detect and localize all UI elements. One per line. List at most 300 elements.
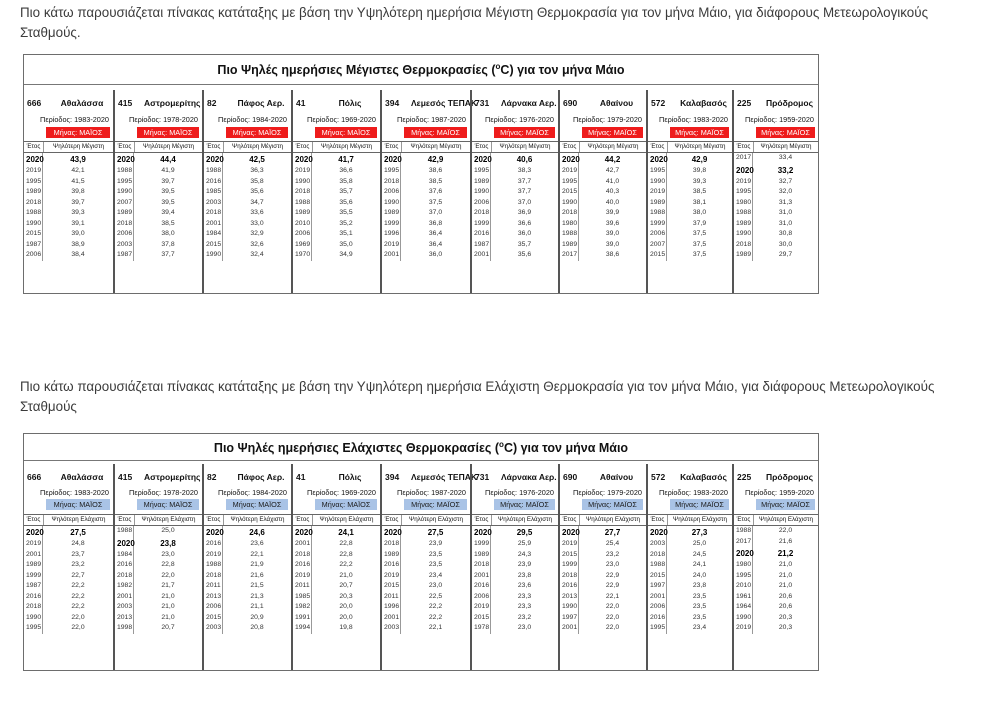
table-row bbox=[204, 177, 291, 188]
row-year: 2003 bbox=[115, 602, 134, 613]
row-temperature: 39,0 bbox=[605, 240, 620, 248]
station-period: Περίοδος: 1983-2020 bbox=[40, 115, 109, 124]
station-header bbox=[475, 472, 556, 482]
station-month: Μήνας: ΜΑΪΟΣ bbox=[46, 127, 110, 138]
table-row bbox=[560, 240, 646, 251]
table-row bbox=[382, 539, 470, 550]
row-year: 1990 bbox=[24, 219, 43, 230]
table-row bbox=[648, 177, 732, 188]
row-year: 1989 bbox=[648, 198, 667, 209]
row-temperature: 36,6 bbox=[517, 219, 532, 227]
row-temperature: 25,4 bbox=[605, 540, 620, 547]
column-header-year: Έτος bbox=[115, 142, 135, 152]
row-year: 1990 bbox=[472, 187, 491, 198]
station-block bbox=[24, 90, 113, 293]
row-temperature: 23,0 bbox=[428, 582, 443, 589]
row-year: 1995 bbox=[734, 571, 753, 582]
station-header bbox=[563, 98, 644, 108]
row-year: 2006 bbox=[24, 250, 43, 261]
station-period: Περίοδος: 1978-2020 bbox=[129, 488, 198, 497]
table-row bbox=[382, 250, 470, 261]
degree-symbol: o bbox=[495, 62, 501, 71]
row-year: 1997 bbox=[648, 581, 667, 592]
station-header bbox=[651, 472, 730, 482]
row-year: 2018 bbox=[24, 602, 43, 613]
station-header bbox=[296, 472, 378, 482]
row-temperature: 38,1 bbox=[692, 198, 707, 206]
station-block bbox=[24, 464, 113, 670]
table-row bbox=[293, 550, 380, 561]
station-ranking-grid bbox=[648, 514, 732, 634]
row-year: 2020 bbox=[206, 528, 224, 537]
table-row bbox=[648, 198, 732, 209]
station-ranking-grid bbox=[734, 141, 818, 261]
row-year: 2019 bbox=[734, 177, 753, 188]
row-temperature: 41,5 bbox=[71, 177, 85, 185]
table-row bbox=[24, 229, 113, 240]
table-row bbox=[24, 550, 113, 561]
row-year: 2007 bbox=[648, 240, 667, 251]
row-temperature: 21,9 bbox=[250, 561, 264, 568]
station-name: Αθαλάσσα bbox=[60, 472, 104, 482]
row-temperature: 39,8 bbox=[71, 188, 85, 195]
station-name: Λεμεσός ΤΕΠΑΚ bbox=[411, 472, 478, 482]
row-temperature: 44,2 bbox=[604, 155, 621, 164]
station-month: Μήνας: ΜΑΪΟΣ bbox=[404, 127, 467, 138]
row-year: 2001 bbox=[472, 571, 491, 582]
row-year: 1989 bbox=[24, 187, 43, 198]
table-row bbox=[115, 550, 202, 561]
row-temperature: 21,0 bbox=[161, 613, 175, 621]
table-row bbox=[560, 250, 646, 261]
row-temperature: 25,0 bbox=[161, 527, 175, 534]
row-year: 2007 bbox=[115, 198, 134, 209]
row-temperature: 21,0 bbox=[778, 561, 793, 568]
station-ranking-grid bbox=[382, 141, 470, 261]
table-row bbox=[293, 623, 380, 634]
row-temperature: 37,7 bbox=[517, 188, 532, 195]
station-block bbox=[113, 464, 202, 670]
row-temperature: 22,0 bbox=[71, 613, 85, 621]
row-year: 2016 bbox=[382, 560, 401, 571]
table-row bbox=[648, 623, 732, 634]
row-temperature: 25,0 bbox=[692, 540, 707, 547]
row-year: 2020 bbox=[562, 155, 580, 164]
column-header-value: Ψηλότερη Ελάχιστη bbox=[319, 516, 374, 523]
row-temperature: 22,2 bbox=[71, 603, 85, 610]
row-temperature: 33,6 bbox=[250, 209, 264, 216]
intro-min-paragraph: Πιο κάτω παρουσιάζεται πίνακας κατάταξης με βάση την Υψηλότερη ημερήσια Ελάχιστη Θερμοκρασία για τον μήνα Μάιο, για διάφορους Μετεωρολογικούς Σταθμούς bbox=[20, 379, 935, 414]
table-row bbox=[382, 187, 470, 198]
row-year: 1988 bbox=[115, 526, 134, 537]
table-row bbox=[293, 613, 380, 624]
table-row bbox=[648, 250, 732, 261]
table-row bbox=[734, 250, 818, 261]
row-temperature: 22,8 bbox=[339, 540, 353, 547]
table-row bbox=[734, 177, 818, 188]
grid-header bbox=[204, 141, 291, 153]
table-row bbox=[560, 177, 646, 188]
row-temperature: 23,0 bbox=[161, 550, 175, 558]
row-year: 1961 bbox=[734, 592, 753, 603]
row-year: 1995 bbox=[734, 187, 753, 198]
row-year: 2017 bbox=[560, 250, 579, 261]
row-temperature: 23,0 bbox=[517, 624, 532, 631]
column-header-value: Ψηλότερη Μέγιστη bbox=[499, 143, 551, 150]
row-year: 1989 bbox=[382, 550, 401, 561]
row-temperature: 36,3 bbox=[250, 167, 264, 174]
row-year: 2020 bbox=[736, 549, 754, 558]
table-row bbox=[472, 539, 558, 550]
table-row bbox=[382, 208, 470, 219]
table-row bbox=[560, 229, 646, 240]
table-row bbox=[734, 208, 818, 219]
row-year: 1988 bbox=[560, 229, 579, 240]
table-row bbox=[382, 613, 470, 624]
table-row bbox=[293, 602, 380, 613]
table-row bbox=[472, 250, 558, 261]
row-temperature: 40,3 bbox=[605, 188, 620, 195]
column-header-year: Έτος bbox=[204, 142, 224, 152]
row-temperature: 27,3 bbox=[691, 528, 708, 537]
row-temperature: 23,8 bbox=[517, 571, 532, 579]
table-row bbox=[24, 571, 113, 582]
row-year: 1989 bbox=[734, 250, 753, 261]
column-header-year: Έτος bbox=[293, 515, 313, 525]
station-month: Μήνας: ΜΑΪΟΣ bbox=[494, 499, 555, 510]
station-block bbox=[646, 464, 732, 670]
table-row bbox=[560, 623, 646, 634]
table-row bbox=[293, 219, 380, 230]
row-year: 2020 bbox=[650, 528, 668, 537]
table-row bbox=[24, 177, 113, 188]
row-temperature: 39,6 bbox=[605, 219, 620, 227]
row-year: 2011 bbox=[293, 581, 312, 592]
row-year: 2020 bbox=[26, 155, 44, 164]
column-header-value: Ψηλότερη Μέγιστη bbox=[410, 143, 462, 150]
row-temperature: 22,1 bbox=[250, 550, 264, 558]
row-temperature: 20,8 bbox=[250, 624, 264, 631]
grid-rows bbox=[115, 153, 202, 261]
row-temperature: 37,0 bbox=[517, 198, 532, 206]
table-row bbox=[293, 250, 380, 261]
row-year: 2020 bbox=[26, 528, 44, 537]
row-year: 1996 bbox=[382, 229, 401, 240]
station-period: Περίοδος: 1959-2020 bbox=[745, 488, 814, 497]
table-row bbox=[734, 623, 818, 634]
row-temperature: 30,8 bbox=[778, 230, 793, 237]
row-year: 1987 bbox=[115, 250, 134, 261]
table-row bbox=[648, 187, 732, 198]
row-year: 2006 bbox=[293, 229, 312, 240]
row-temperature: 37,8 bbox=[161, 240, 175, 248]
row-year: 1970 bbox=[293, 250, 312, 261]
station-id: 225 bbox=[737, 472, 752, 482]
table-row bbox=[24, 581, 113, 592]
row-year: 2020 bbox=[206, 155, 224, 164]
row-year: 2020 bbox=[650, 155, 668, 164]
row-temperature: 20,6 bbox=[778, 592, 793, 600]
table-row bbox=[204, 623, 291, 634]
table-row bbox=[204, 187, 291, 198]
table-row bbox=[734, 164, 818, 177]
row-temperature: 32,4 bbox=[250, 251, 264, 258]
column-header-year: Έτος bbox=[382, 142, 402, 152]
row-temperature: 23,3 bbox=[517, 592, 532, 600]
row-temperature: 23,9 bbox=[428, 540, 443, 547]
row-temperature: 21,1 bbox=[250, 603, 264, 610]
table-row bbox=[115, 623, 202, 634]
row-year: 2019 bbox=[648, 187, 667, 198]
station-header bbox=[27, 472, 111, 482]
row-temperature: 39,9 bbox=[605, 209, 620, 216]
row-year: 1990 bbox=[382, 198, 401, 209]
row-year: 2018 bbox=[115, 571, 134, 582]
station-block bbox=[380, 90, 478, 293]
grid-header bbox=[734, 141, 818, 153]
table-row bbox=[472, 613, 558, 624]
table-row bbox=[734, 526, 818, 537]
table-row bbox=[293, 240, 380, 251]
row-temperature: 37,5 bbox=[692, 230, 707, 237]
table-row bbox=[472, 623, 558, 634]
row-temperature: 36,6 bbox=[339, 167, 353, 174]
table-row bbox=[293, 208, 380, 219]
min-temperature-table bbox=[23, 433, 819, 671]
station-period: Περίοδος: 1984-2020 bbox=[218, 488, 287, 497]
max-temperature-table bbox=[23, 54, 819, 294]
column-header-year: Έτος bbox=[648, 142, 668, 152]
station-ranking-grid bbox=[204, 514, 291, 634]
row-year: 1987 bbox=[472, 240, 491, 251]
row-temperature: 32,9 bbox=[250, 230, 264, 237]
station-header bbox=[296, 98, 378, 108]
row-temperature: 20,7 bbox=[161, 624, 175, 631]
station-period: Περίοδος: 1959-2020 bbox=[745, 115, 814, 124]
station-id: 731 bbox=[475, 98, 490, 108]
row-year: 1987 bbox=[24, 240, 43, 251]
row-year: 1980 bbox=[560, 219, 579, 230]
row-temperature: 23,2 bbox=[605, 550, 620, 558]
row-year: 1990 bbox=[734, 613, 753, 624]
row-year: 1995 bbox=[115, 177, 134, 188]
table-row bbox=[560, 560, 646, 571]
station-header bbox=[737, 472, 816, 482]
table-row bbox=[24, 613, 113, 624]
station-block bbox=[646, 90, 732, 293]
station-name: Αστρομερίτης bbox=[144, 98, 201, 108]
grid-header bbox=[648, 141, 732, 153]
station-ranking-grid bbox=[115, 141, 202, 261]
row-year: 1990 bbox=[115, 187, 134, 198]
row-year: 1989 bbox=[115, 208, 134, 219]
row-year: 2001 bbox=[382, 250, 401, 261]
station-period: Περίοδος: 1984-2020 bbox=[218, 115, 287, 124]
table-row bbox=[734, 240, 818, 251]
row-temperature: 22,1 bbox=[428, 624, 443, 631]
table-row bbox=[472, 198, 558, 209]
row-year: 1997 bbox=[560, 613, 579, 624]
station-id: 82 bbox=[207, 98, 217, 108]
table-row bbox=[24, 560, 113, 571]
row-year: 2015 bbox=[560, 550, 579, 561]
station-period: Περίοδος: 1978-2020 bbox=[129, 115, 198, 124]
station-header bbox=[385, 98, 478, 108]
grid-header bbox=[560, 514, 646, 526]
station-block bbox=[558, 90, 646, 293]
row-year: 2015 bbox=[472, 613, 491, 624]
row-temperature: 23,2 bbox=[71, 561, 85, 568]
row-temperature: 25,9 bbox=[517, 540, 532, 547]
table-row bbox=[382, 229, 470, 240]
row-temperature: 37,7 bbox=[517, 177, 532, 185]
row-temperature: 37,0 bbox=[428, 209, 443, 216]
station-header bbox=[651, 98, 730, 108]
column-header-value: Ψηλότερη Μέγιστη bbox=[674, 143, 726, 150]
station-columns bbox=[24, 464, 818, 670]
table-row bbox=[24, 623, 113, 634]
row-temperature: 42,7 bbox=[605, 167, 620, 174]
table-row bbox=[115, 166, 202, 177]
table-row bbox=[293, 571, 380, 582]
row-year: 2020 bbox=[117, 538, 135, 548]
row-temperature: 35,2 bbox=[339, 219, 353, 227]
grid-rows bbox=[204, 526, 291, 634]
row-temperature: 22,7 bbox=[71, 571, 85, 579]
table-row bbox=[382, 219, 470, 230]
row-temperature: 24,5 bbox=[692, 550, 707, 558]
row-temperature: 22,2 bbox=[428, 603, 443, 610]
row-year: 1995 bbox=[648, 623, 667, 634]
row-temperature: 38,4 bbox=[71, 251, 85, 258]
row-year: 1988 bbox=[648, 560, 667, 571]
row-year: 2003 bbox=[648, 539, 667, 550]
row-year: 2015 bbox=[648, 571, 667, 582]
table-row bbox=[648, 526, 732, 539]
row-year: 2015 bbox=[204, 240, 223, 251]
row-year: 2015 bbox=[382, 581, 401, 592]
row-temperature: 39,1 bbox=[71, 219, 85, 227]
station-name: Πρόδρομος bbox=[765, 472, 813, 482]
station-month: Μήνας: ΜΑΪΟΣ bbox=[226, 127, 288, 138]
row-year: 1989 bbox=[24, 560, 43, 571]
column-header-year: Έτος bbox=[293, 142, 313, 152]
row-temperature: 22,2 bbox=[71, 582, 85, 589]
column-header-value: Ψηλότερη Μέγιστη bbox=[760, 143, 812, 150]
row-temperature: 41,0 bbox=[605, 177, 620, 185]
grid-rows bbox=[382, 526, 470, 634]
row-year: 1995 bbox=[24, 623, 43, 634]
row-year: 2006 bbox=[472, 592, 491, 603]
station-id: 572 bbox=[651, 98, 666, 108]
row-temperature: 39,4 bbox=[161, 209, 175, 216]
station-block bbox=[291, 464, 380, 670]
station-id: 394 bbox=[385, 98, 400, 108]
station-month: Μήνας: ΜΑΪΟΣ bbox=[315, 499, 377, 510]
row-temperature: 23,9 bbox=[517, 561, 532, 568]
station-name: Αθαλάσσα bbox=[60, 98, 104, 108]
table-row bbox=[472, 526, 558, 539]
row-year: 2016 bbox=[648, 613, 667, 624]
grid-header bbox=[472, 141, 558, 153]
grid-header bbox=[648, 514, 732, 526]
row-year: 2018 bbox=[293, 550, 312, 561]
row-year: 1987 bbox=[24, 581, 43, 592]
row-temperature: 36,8 bbox=[428, 219, 443, 227]
table-row bbox=[293, 229, 380, 240]
row-year: 2018 bbox=[293, 187, 312, 198]
row-year: 2018 bbox=[472, 208, 491, 219]
row-temperature: 23,4 bbox=[428, 571, 443, 579]
row-year: 2001 bbox=[648, 592, 667, 603]
table-row bbox=[560, 219, 646, 230]
table-row bbox=[204, 581, 291, 592]
table-row bbox=[115, 229, 202, 240]
table-row bbox=[115, 153, 202, 166]
station-ranking-grid bbox=[293, 141, 380, 261]
station-ranking-grid bbox=[24, 141, 113, 261]
row-year: 2001 bbox=[472, 250, 491, 261]
row-year: 1989 bbox=[734, 219, 753, 230]
row-year: 2010 bbox=[293, 219, 312, 230]
grid-rows bbox=[24, 153, 113, 261]
row-temperature: 31,0 bbox=[778, 219, 793, 227]
row-year: 1989 bbox=[560, 240, 579, 251]
table-row bbox=[204, 592, 291, 603]
column-header-value: Ψηλότερη Μέγιστη bbox=[53, 143, 104, 150]
table-row bbox=[648, 613, 732, 624]
table-row bbox=[734, 560, 818, 571]
row-year: 2020 bbox=[474, 528, 492, 537]
row-year: 2016 bbox=[472, 581, 491, 592]
row-temperature: 39,8 bbox=[692, 167, 707, 174]
row-year: 2020 bbox=[384, 528, 402, 537]
row-temperature: 32,7 bbox=[778, 177, 793, 185]
row-year: 1990 bbox=[734, 229, 753, 240]
row-temperature: 33,0 bbox=[250, 219, 264, 227]
station-month: Μήνας: ΜΑΪΟΣ bbox=[582, 499, 643, 510]
station-period: Περίοδος: 1979-2020 bbox=[573, 488, 642, 497]
table-row bbox=[24, 539, 113, 550]
row-temperature: 20,3 bbox=[778, 613, 793, 621]
table-row bbox=[734, 592, 818, 603]
table-row bbox=[293, 198, 380, 209]
row-year: 1990 bbox=[648, 177, 667, 188]
grid-header bbox=[293, 141, 380, 153]
column-header-year: Έτος bbox=[560, 515, 580, 525]
table-row bbox=[204, 571, 291, 582]
table-row bbox=[734, 229, 818, 240]
table-row bbox=[382, 526, 470, 539]
station-header bbox=[563, 472, 644, 482]
station-name: Πόλις bbox=[338, 98, 362, 108]
grid-rows bbox=[293, 526, 380, 634]
table-row bbox=[734, 198, 818, 209]
row-temperature: 34,7 bbox=[250, 198, 264, 206]
column-header-year: Έτος bbox=[204, 515, 224, 525]
row-temperature: 39,7 bbox=[161, 177, 175, 185]
table-title-text: Πιο Ψηλές ημερήσιες Μέγιστες Θερμοκρασίες ( bbox=[217, 63, 496, 78]
table-title-text: Πιο Ψηλές ημερήσιες Ελάχιστες Θερμοκρασίες ( bbox=[213, 441, 500, 456]
row-year: 2015 bbox=[24, 229, 43, 240]
row-temperature: 22,0 bbox=[605, 624, 620, 631]
station-ranking-grid bbox=[734, 514, 818, 634]
title-divider bbox=[24, 460, 818, 461]
grid-header bbox=[293, 514, 380, 526]
row-temperature: 22,0 bbox=[71, 624, 85, 631]
table-row bbox=[204, 198, 291, 209]
row-temperature: 23,8 bbox=[692, 582, 707, 589]
